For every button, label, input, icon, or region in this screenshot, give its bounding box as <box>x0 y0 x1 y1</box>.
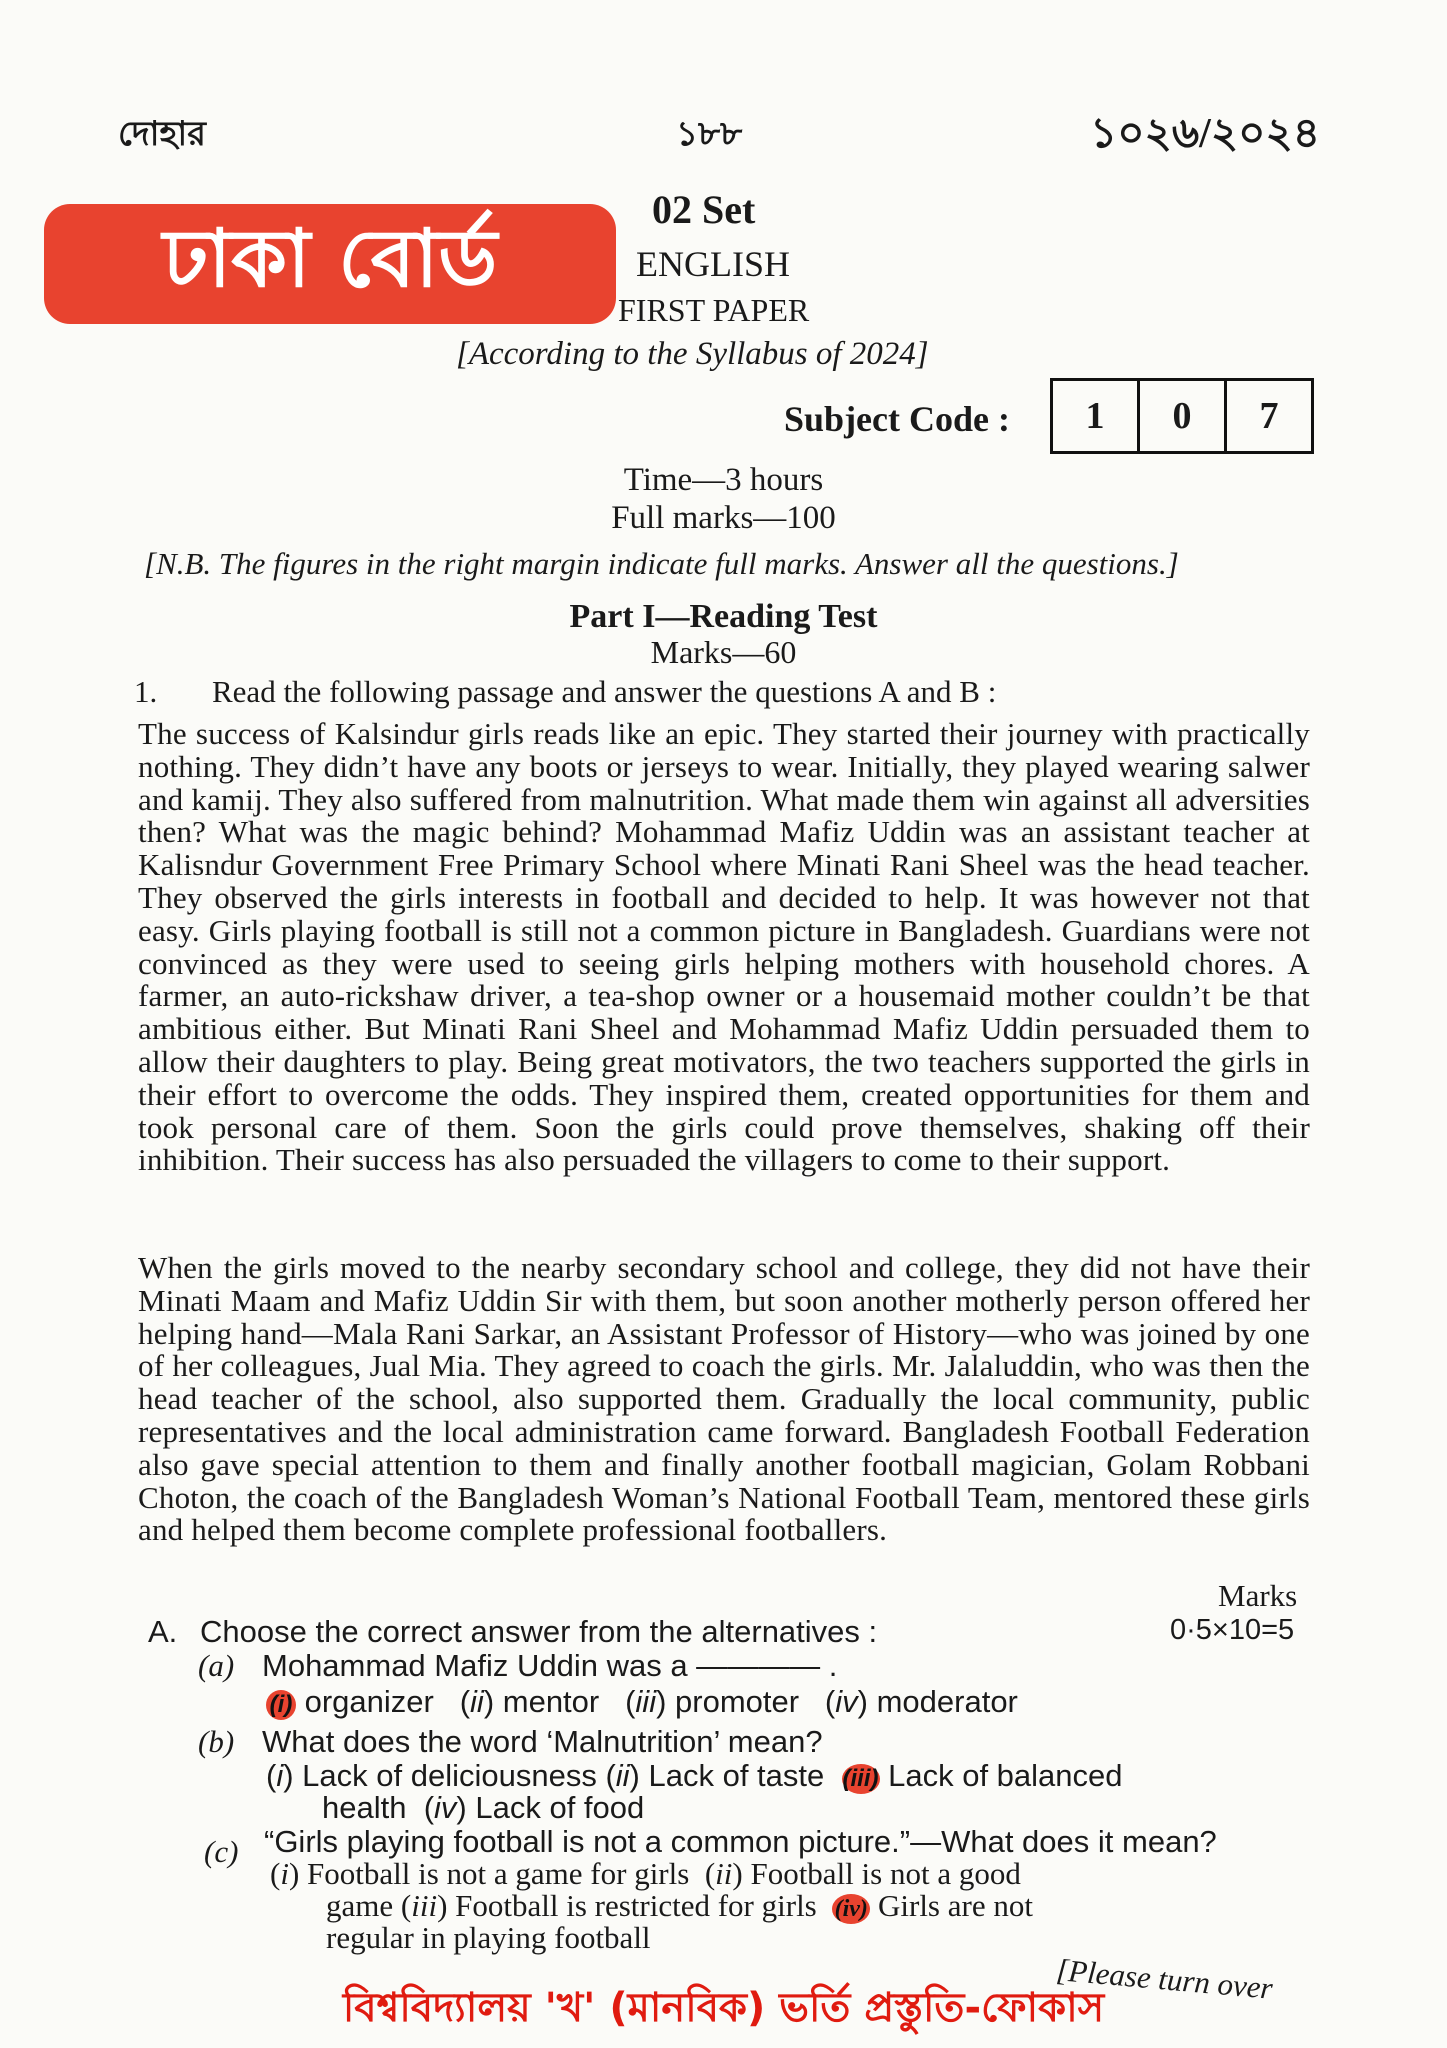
footer-banner: বিশ্ববিদ্যালয় 'খ' (মানবিক) ভর্তি প্রস্তুতি-ফোকাস <box>342 1985 1105 2031</box>
subject-code-label: Subject Code : <box>784 399 1010 439</box>
section-a-instruction: Choose the correct answer from the alternatives : <box>200 1614 878 1649</box>
option-number: i <box>276 1758 284 1793</box>
passage-paragraph-2: When the girls moved to the nearby secondary school and college, they did not have their Minati Maam and Mafiz Uddin Sir with them, but soon another motherly person offered her helping hand—Mala Rani Sarkar, an Assistant Professor of History—who was joined by one of her colleagues, Jual Mia. They agreed to coach the girls. Mr. Jalaluddin, who was then the head teacher of the school, also supported them. Gradually the local community, public representatives and the local administration came forward. Bangladesh Football Federation also gave special attention to them and finally another football magician, Golam Robbani Choton, the coach of the Bangladesh Woman’s National Football Team, mentored these girls and helped them become complete professional footballers. <box>138 1250 1310 1548</box>
mcq-b-label: (b) <box>198 1724 235 1759</box>
section-a-marks: 0·5×10=5 <box>1170 1614 1295 1646</box>
option-text-continued: game <box>326 1888 394 1923</box>
subject-code-digit: 1 <box>1053 381 1140 451</box>
option-number: iii <box>635 1684 657 1719</box>
option-text-continued: health <box>322 1790 407 1825</box>
mcq-b-options-line2: health (iv) Lack of food <box>322 1790 645 1825</box>
mcq-c-label: (c) <box>204 1834 239 1869</box>
passage-paragraph-1: The success of Kalsindur girls reads like an epic. They started their journey with practically nothing. They didn’t have any boots or jerseys to wear. Initially, they played wearing salwer and kamij. They also suffered from malnutrition. What made them win against all adversities then? What was the magic behind? Mohammad Mafiz Uddin was an assistant teacher at Kalisndur Government Free Primary School where Minati Rani Sheel was the head teacher. They observed the girls interests in football and decided to help. It was however not that easy. Girls playing football is still not a common picture in Bangladesh. Guardians were not convinced as they were used to seeing girls helping mothers with household chores. A farmer, an auto-rickshaw driver, a tea-shop owner or a housemaid mother couldn’t be that ambitious either. But Minati Rani Sheel and Mohammad Mafiz Uddin persuaded them to allow their daughters to play. Being great motivators, the two teachers supported the girls in their effort to overcome the odds. They inspired them, created opportunities for them and took personal care of them. Soon the girls could prove themselves, shaking off their inhibition. Their success has also persuaded the villagers to come to their support. <box>138 716 1310 1178</box>
option-number: i <box>280 1856 289 1891</box>
marked-answer-circle: (iii) <box>842 1765 879 1792</box>
subject-code-digit: 7 <box>1259 395 1279 437</box>
option-text: organizer <box>296 1684 434 1719</box>
mcq-a-label: (a) <box>198 1648 235 1683</box>
option-text: Lack of taste <box>639 1758 825 1793</box>
option-text: Football is not a good <box>742 1856 1021 1891</box>
mcq-b-options-line1: (i) Lack of deliciousness (ii) Lack of taste (iii) Lack of balanced <box>266 1758 1123 1793</box>
nb-note: [N.B. The figures in the right margin indicate full marks. Answer all the questions.] <box>144 546 1179 581</box>
option-text: moderator <box>867 1684 1018 1719</box>
mcq-c-options-line2: game (iii) Football is restricted for girls (iv) Girls are not <box>326 1888 1033 1923</box>
option-text: Lack of food <box>466 1790 645 1825</box>
mcq-c-stem: “Girls playing football is not a common picture.”—What does it mean? <box>264 1824 1217 1859</box>
paper-title: FIRST PAPER <box>618 292 810 328</box>
board-badge: ঢাকা বোর্ড <box>44 204 616 324</box>
option-text: promoter <box>666 1684 800 1719</box>
option-text: Lack of balanced <box>879 1758 1123 1793</box>
subject-title: ENGLISH <box>636 244 790 284</box>
part-title: Part I—Reading Test <box>569 598 878 635</box>
option-number: iv <box>434 1790 457 1825</box>
syllabus-note: [According to the Syllabus of 2024] <box>456 336 929 372</box>
option-number: ii <box>615 1758 630 1793</box>
turn-over-note: [Please turn over <box>1054 1952 1275 2006</box>
question-instruction: Read the following passage and answer the questions A and B : <box>212 674 997 709</box>
option-text: Football is restricted for girls <box>447 1888 817 1923</box>
section-a-label: A. <box>148 1614 178 1649</box>
marked-answer-circle: (i) <box>266 1690 296 1720</box>
mcq-a-stem: Mohammad Mafiz Uddin was a ———— . <box>262 1648 838 1683</box>
mcq-c-options-line3: regular in playing football <box>326 1920 651 1955</box>
mcq-a-options: (i) organizer (ii) mentor (iii) promoter (iv) moderator <box>266 1686 1018 1720</box>
header-page-number: ১৮৮ <box>676 116 743 153</box>
header-code: ১০২৬/২০২৪ <box>1090 111 1321 157</box>
mcq-b-stem: What does the word ‘Malnutrition’ mean? <box>262 1724 823 1759</box>
option-number: ii <box>715 1856 733 1891</box>
subject-code-boxes <box>1050 378 1314 454</box>
option-text: Football is not a game for girls <box>299 1856 690 1891</box>
part-marks: Marks—60 <box>650 634 797 670</box>
option-number: iv <box>835 1684 858 1719</box>
header-left: দোহার <box>118 116 206 153</box>
option-text: Girls are not <box>870 1888 1033 1923</box>
option-text: Lack of deliciousness <box>293 1758 597 1793</box>
question-number: 1. <box>134 674 158 709</box>
option-number: iii <box>411 1888 438 1923</box>
set-label: 02 Set <box>652 187 756 232</box>
marked-answer-circle: (iv) <box>832 1894 870 1924</box>
time-info: Time—3 hours <box>623 462 824 498</box>
mcq-c-options-line1: (i) Football is not a game for girls (ii) Football is not a good <box>270 1856 1021 1891</box>
subject-code-digit: 0 <box>1140 381 1227 451</box>
option-text: mentor <box>494 1684 600 1719</box>
option-number: ii <box>470 1684 484 1719</box>
marks-label: Marks <box>1218 1578 1298 1613</box>
full-marks-info: Full marks—100 <box>611 500 836 536</box>
